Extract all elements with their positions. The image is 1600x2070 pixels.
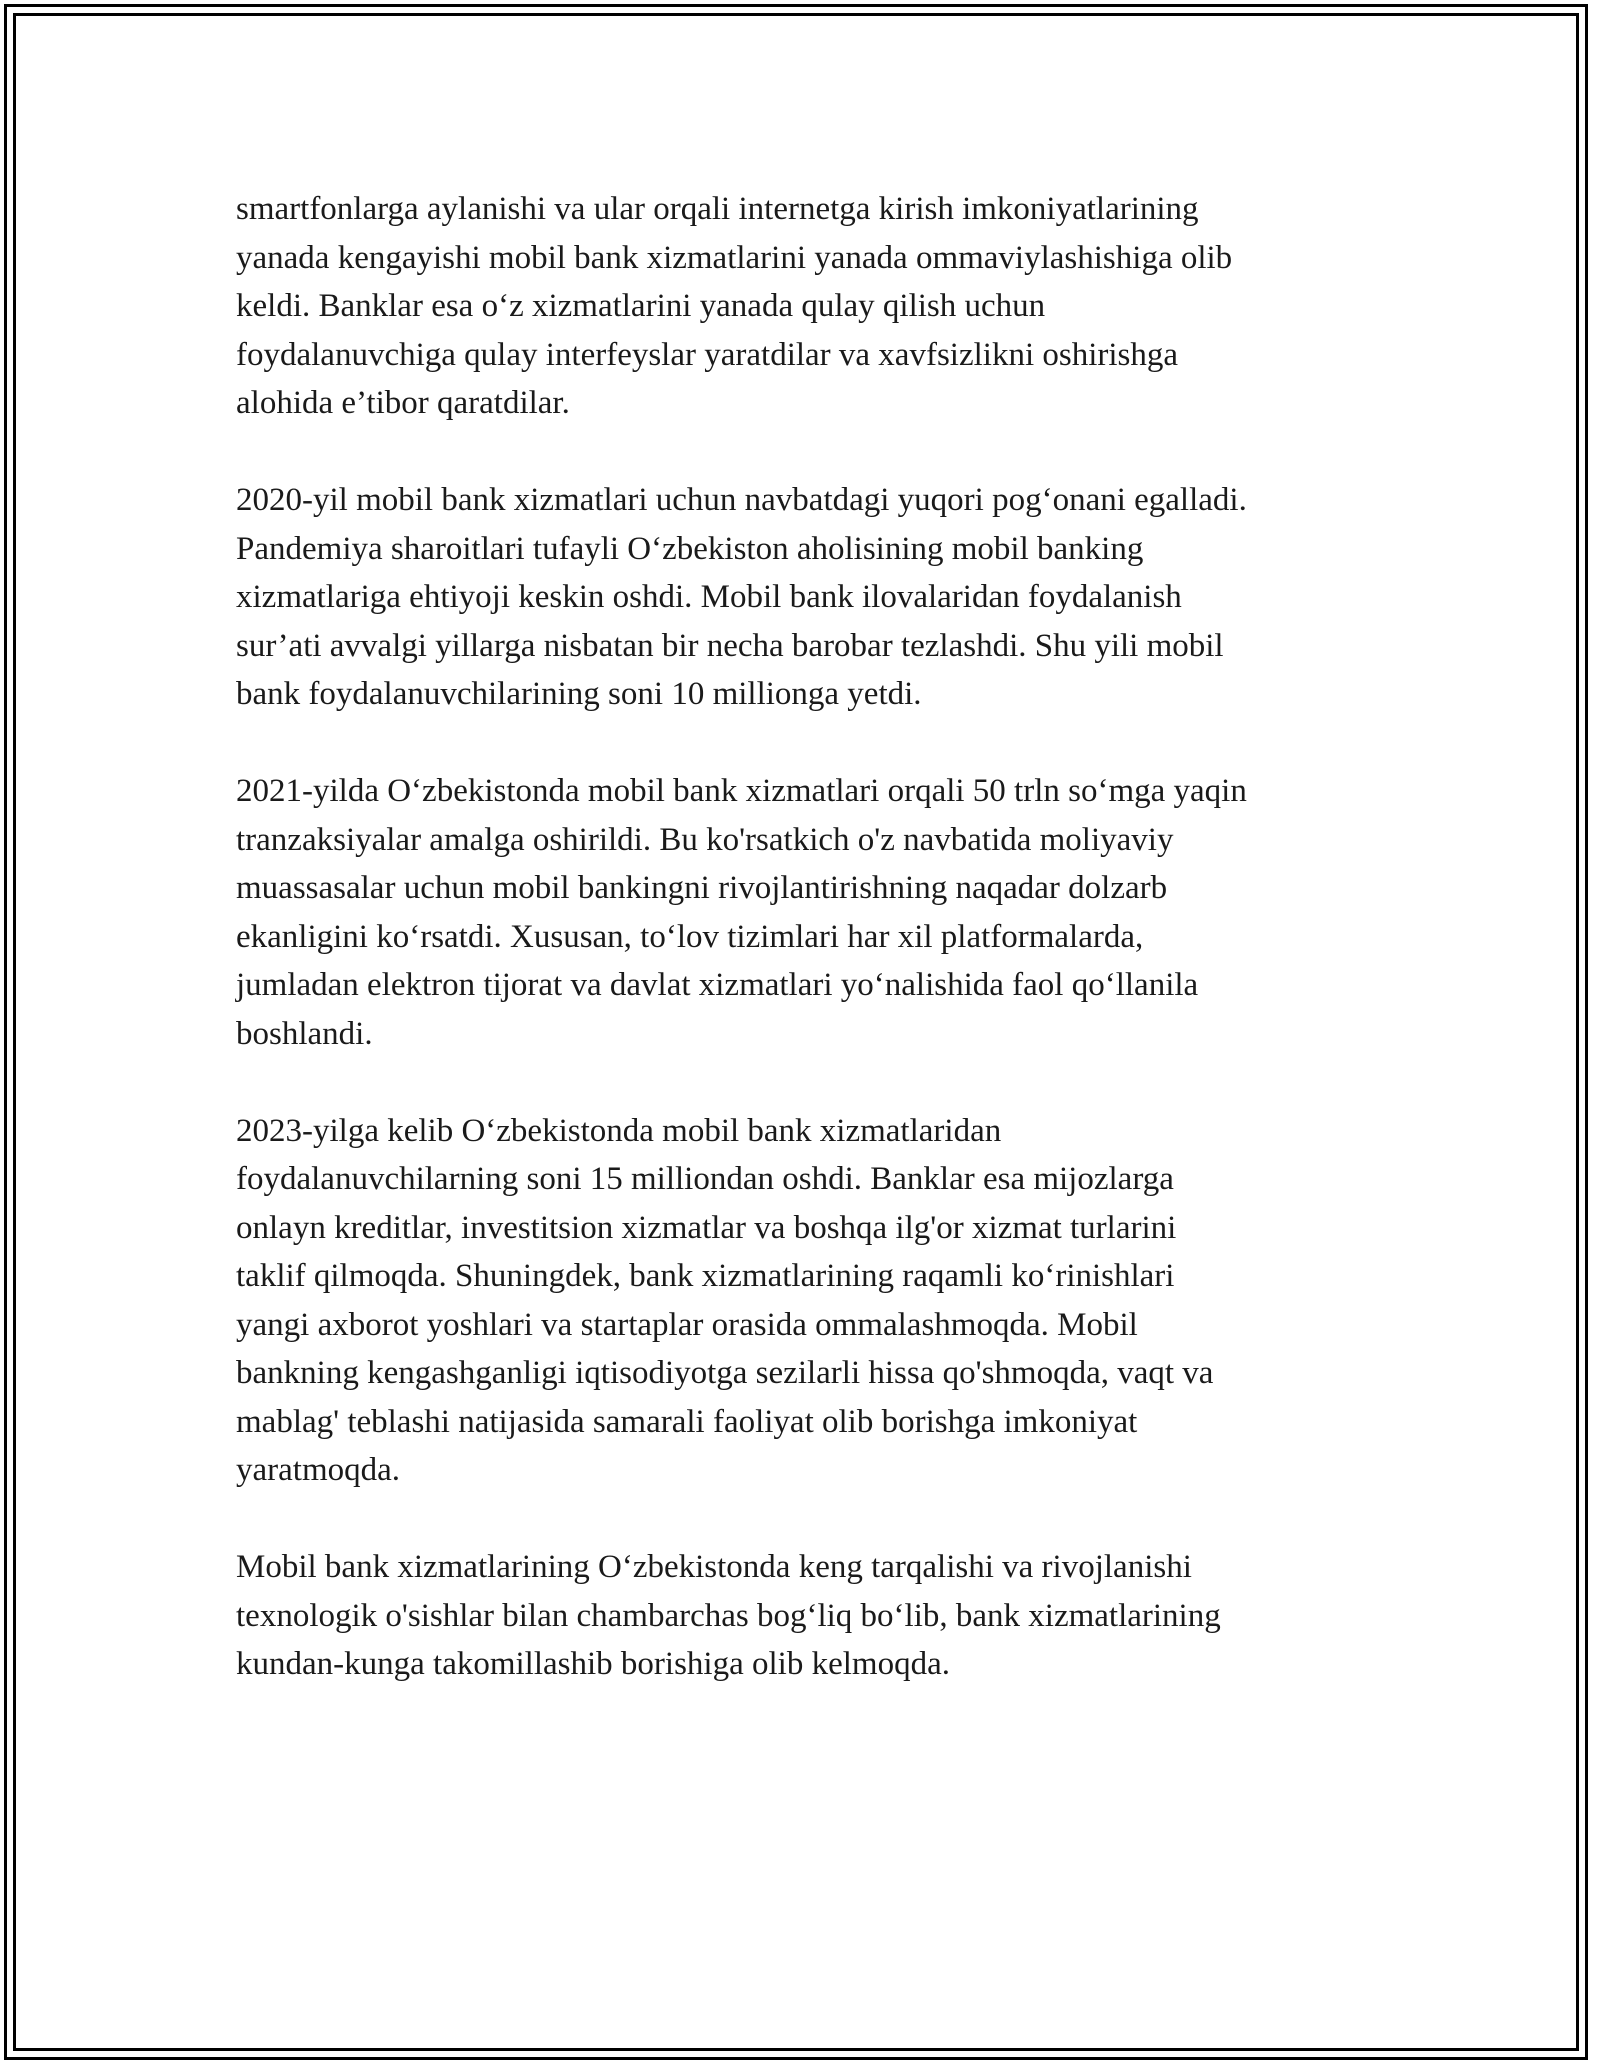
document-body <box>236 185 1366 1737</box>
paragraph-2020: 2020-yil mobil bank xizmatlari uchun navbatdagi yuqori pog‘onani egalladi. Pandemiya sharoitlari tufayli O‘zbekiston aholisining mobil banking xizmatlariga ehtiyoji keskin oshdi. Mobil bank ilovalaridan foydalanish sur’ati avvalgi yillarga nisbatan bir necha barobar tezlashdi. Shu yili mobil bank foydalanuvchilarining soni 10 millionga yetdi. <box>236 482 1247 712</box>
paragraph-conclusion: Mobil bank xizmatlarining O‘zbekistonda keng tarqalishi va rivojlanishi texnologik o'sishlar bilan chambarchas bog‘liq bo‘lib, bank xizmatlarining kundan-kunga takomillashib borishiga olib kelmoqda. <box>236 1549 1221 1682</box>
paragraph-smartphones: smartfonlarga aylanishi va ular orqali internetga kirish imkoniyatlarining yanada kengayishi mobil bank xizmatlarini yanada ommaviylashishiga olib keldi. Banklar esa o‘z xizmatlarini yanada qulay qilish uchun foydalanuvchiga qulay interfeyslar yaratdilar va xavfsizlikni oshirishga alohida e’tibor qaratdilar. <box>236 191 1233 421</box>
paragraph-2021: 2021-yilda O‘zbekistonda mobil bank xizmatlari orqali 50 trln so‘mga yaqin tranzaksiyalar amalga oshirildi. Bu ko'rsatkich o'z navbatida moliyaviy muassasalar uchun mobil bankingni rivojlantirishning naqadar dolzarb ekanligini ko‘rsatdi. Xususan, to‘lov tizimlari har xil platformalarda, jumladan elektron tijorat va davlat xizmatlari yo‘nalishida faol qo‘llanila boshlandi. <box>236 773 1247 1052</box>
paragraph-2023: 2023-yilga kelib O‘zbekistonda mobil bank xizmatlaridan foydalanuvchilarning soni 15 milliondan oshdi. Banklar esa mijozlarga onlayn kreditlar, investitsion xizmatlar va boshqa ilg'or xizmat turlarini taklif qilmoqda. Shuningdek, bank xizmatlarining raqamli ko‘rinishlari yangi axborot yoshlari va startaplar orasida ommalashmoqda. Mobil bankning kengashganligi iqtisodiyotga sezilarli hissa qo'shmoqda, vaqt va mablag' teblashi natijasida samarali faoliyat olib borishga imkoniyat yaratmoqda. <box>236 1112 1214 1488</box>
